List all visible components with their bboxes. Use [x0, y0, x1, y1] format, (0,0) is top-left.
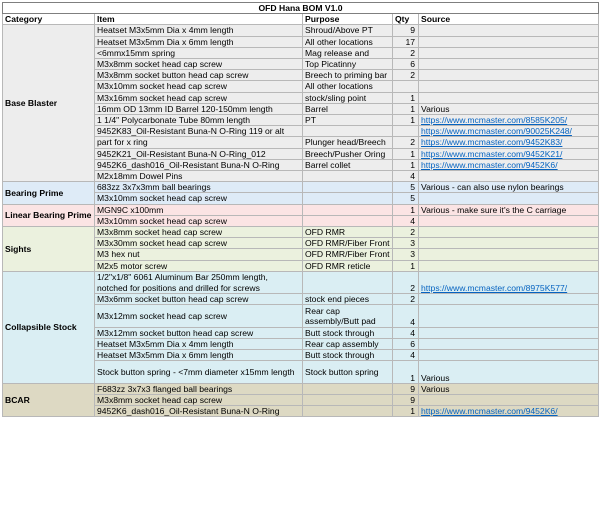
- qty-cell[interactable]: 1: [393, 204, 419, 215]
- source-cell[interactable]: Various - can also use nylon bearings: [419, 182, 599, 193]
- item-cell[interactable]: M2x18mm Dowel Pins: [95, 171, 303, 182]
- purpose-cell[interactable]: [303, 271, 393, 293]
- purpose-cell[interactable]: All other locations: [303, 36, 393, 47]
- purpose-cell[interactable]: OFD RMR/Fiber Front: [303, 238, 393, 249]
- source-cell[interactable]: [419, 36, 599, 47]
- purpose-cell[interactable]: All other locations: [303, 81, 393, 92]
- item-cell[interactable]: <6mmx15mm spring: [95, 47, 303, 58]
- table-row: [3, 227, 599, 238]
- category-cell[interactable]: Linear Bearing Prime: [3, 204, 95, 226]
- category-cell[interactable]: Bearing Prime: [3, 182, 95, 204]
- item-cell[interactable]: M3x30mm socket head cap screw: [95, 238, 303, 249]
- source-cell[interactable]: [419, 81, 599, 92]
- purpose-cell[interactable]: Rear cap assembly/Butt pad: [303, 305, 393, 327]
- source-cell[interactable]: [419, 92, 599, 103]
- qty-cell[interactable]: 9: [393, 383, 419, 394]
- qty-cell[interactable]: 1: [393, 115, 419, 126]
- purpose-cell[interactable]: Shroud/Above PT: [303, 25, 393, 36]
- item-cell[interactable]: M3x10mm socket head cap screw: [95, 193, 303, 204]
- item-cell[interactable]: F683zz 3x7x3 flanged ball bearings: [95, 383, 303, 394]
- qty-cell[interactable]: 1: [393, 103, 419, 114]
- item-cell[interactable]: 683zz 3x7x3mm ball bearings: [95, 182, 303, 193]
- source-cell[interactable]: [419, 227, 599, 238]
- source-cell[interactable]: [419, 260, 599, 271]
- item-cell[interactable]: M3x16mm socket head cap screw: [95, 92, 303, 103]
- item-cell[interactable]: M3x12mm socket button head cap screw: [95, 327, 303, 338]
- source-link[interactable]: https://www.mcmaster.com/8585K205/: [419, 115, 599, 126]
- source-cell[interactable]: [419, 327, 599, 338]
- source-cell[interactable]: [419, 25, 599, 36]
- qty-cell[interactable]: 1: [393, 159, 419, 170]
- purpose-cell[interactable]: [303, 383, 393, 394]
- item-cell[interactable]: 16mm OD 13mm ID Barrel 120-150mm length: [95, 103, 303, 114]
- category-cell[interactable]: Collapsible Stock: [3, 271, 95, 383]
- sheet-title[interactable]: OFD Hana BOM V1.0: [3, 3, 599, 14]
- source-link[interactable]: https://www.mcmaster.com/9452K6/: [419, 406, 599, 417]
- table-row: [3, 204, 599, 215]
- item-cell[interactable]: M3 hex nut: [95, 249, 303, 260]
- qty-cell[interactable]: 6: [393, 339, 419, 350]
- purpose-cell[interactable]: Rear cap assembly: [303, 339, 393, 350]
- header-item[interactable]: Item: [95, 14, 303, 25]
- qty-cell[interactable]: 3: [393, 238, 419, 249]
- source-cell[interactable]: [419, 171, 599, 182]
- purpose-cell[interactable]: OFD RMR: [303, 227, 393, 238]
- purpose-cell[interactable]: [303, 182, 393, 193]
- table-row: [3, 25, 599, 36]
- qty-cell[interactable]: 4: [393, 305, 419, 327]
- item-cell[interactable]: M3x6mm socket button head cap screw: [95, 294, 303, 305]
- source-cell[interactable]: Various: [419, 103, 599, 114]
- source-cell[interactable]: [419, 350, 599, 361]
- qty-cell[interactable]: [393, 81, 419, 92]
- qty-cell[interactable]: 6: [393, 59, 419, 70]
- source-cell[interactable]: [419, 305, 599, 327]
- source-cell[interactable]: [419, 339, 599, 350]
- source-cell[interactable]: [419, 70, 599, 81]
- purpose-cell[interactable]: [303, 193, 393, 204]
- source-cell[interactable]: [419, 215, 599, 226]
- source-link[interactable]: https://www.mcmaster.com/9452K83/: [419, 137, 599, 148]
- source-cell[interactable]: Various - make sure it's the C carriage: [419, 204, 599, 215]
- purpose-cell[interactable]: stock/sling point: [303, 92, 393, 103]
- qty-cell[interactable]: 1: [393, 361, 419, 383]
- purpose-cell[interactable]: Plunger head/Breech: [303, 137, 393, 148]
- purpose-cell[interactable]: Breech/Pusher Oring: [303, 148, 393, 159]
- item-cell[interactable]: M3x10mm socket head cap screw: [95, 81, 303, 92]
- item-cell[interactable]: Heatset M3x5mm Dia x 6mm length: [95, 350, 303, 361]
- source-cell[interactable]: [419, 249, 599, 260]
- item-cell[interactable]: M3x8mm socket head cap screw: [95, 227, 303, 238]
- header-category[interactable]: Category: [3, 14, 95, 25]
- qty-cell[interactable]: 2: [393, 294, 419, 305]
- qty-cell[interactable]: 9: [393, 395, 419, 406]
- purpose-cell[interactable]: [303, 215, 393, 226]
- source-link[interactable]: https://www.mcmaster.com/90025K248/: [419, 126, 599, 137]
- qty-cell[interactable]: 2: [393, 47, 419, 58]
- header-row: [3, 14, 599, 25]
- source-cell[interactable]: Various: [419, 383, 599, 394]
- qty-cell[interactable]: 17: [393, 36, 419, 47]
- source-link[interactable]: https://www.mcmaster.com/9452K6/: [419, 159, 599, 170]
- item-cell[interactable]: 9452K21_Oil-Resistant Buna-N O-Ring_012: [95, 148, 303, 159]
- header-source[interactable]: Source: [419, 14, 599, 25]
- purpose-cell[interactable]: stock end pieces: [303, 294, 393, 305]
- source-link[interactable]: https://www.mcmaster.com/9452K21/: [419, 148, 599, 159]
- purpose-cell[interactable]: Breech to priming bar: [303, 70, 393, 81]
- item-cell[interactable]: Heatset M3x5mm Dia x 4mm length: [95, 339, 303, 350]
- category-cell[interactable]: BCAR: [3, 383, 95, 417]
- purpose-cell[interactable]: Barrel collet: [303, 159, 393, 170]
- item-cell[interactable]: M3x8mm socket head cap screw: [95, 59, 303, 70]
- item-cell[interactable]: M3x8mm socket button head cap screw: [95, 70, 303, 81]
- qty-cell[interactable]: 1: [393, 148, 419, 159]
- qty-cell[interactable]: 4: [393, 350, 419, 361]
- purpose-cell[interactable]: OFD RMR/Fiber Front: [303, 249, 393, 260]
- qty-cell[interactable]: 2: [393, 271, 419, 293]
- qty-cell[interactable]: [393, 126, 419, 137]
- item-cell[interactable]: M2x5 motor screw: [95, 260, 303, 271]
- table-row: [3, 383, 599, 394]
- purpose-cell[interactable]: Barrel: [303, 103, 393, 114]
- item-cell[interactable]: 9452K6_dash016_Oil-Resistant Buna-N O-Ring: [95, 159, 303, 170]
- qty-cell[interactable]: 2: [393, 70, 419, 81]
- item-cell[interactable]: M3x10mm socket head cap screw: [95, 215, 303, 226]
- qty-cell[interactable]: 9: [393, 25, 419, 36]
- bom-table: [2, 2, 599, 417]
- source-cell[interactable]: [419, 59, 599, 70]
- table-row: [3, 271, 599, 293]
- qty-cell[interactable]: 5: [393, 193, 419, 204]
- header-purpose[interactable]: Purpose: [303, 14, 393, 25]
- source-link[interactable]: https://www.mcmaster.com/8975K577/: [419, 271, 599, 293]
- qty-cell[interactable]: 1: [393, 92, 419, 103]
- item-cell[interactable]: MGN9C x100mm: [95, 204, 303, 215]
- qty-cell[interactable]: 2: [393, 137, 419, 148]
- purpose-cell[interactable]: Mag release and: [303, 47, 393, 58]
- category-cell[interactable]: Sights: [3, 227, 95, 272]
- purpose-cell[interactable]: [303, 126, 393, 137]
- item-cell[interactable]: M3x8mm socket head cap screw: [95, 395, 303, 406]
- purpose-cell[interactable]: Top Picatinny: [303, 59, 393, 70]
- purpose-cell[interactable]: Butt stock through: [303, 350, 393, 361]
- qty-cell[interactable]: 5: [393, 182, 419, 193]
- purpose-cell[interactable]: OFD RMR reticle: [303, 260, 393, 271]
- item-cell[interactable]: Heatset M3x5mm Dia x 6mm length: [95, 36, 303, 47]
- source-cell[interactable]: [419, 294, 599, 305]
- qty-cell[interactable]: 4: [393, 171, 419, 182]
- qty-cell[interactable]: 1: [393, 406, 419, 417]
- item-cell[interactable]: 1/2"x1/8" 6061 Aluminum Bar 250mm length, notched for positions and drilled for screws: [95, 271, 303, 293]
- item-cell[interactable]: 1 1/4" Polycarbonate Tube 80mm length: [95, 115, 303, 126]
- table-row: [3, 182, 599, 193]
- purpose-cell[interactable]: [303, 204, 393, 215]
- source-cell[interactable]: [419, 193, 599, 204]
- purpose-cell[interactable]: [303, 171, 393, 182]
- category-cell[interactable]: Base Blaster: [3, 25, 95, 182]
- purpose-cell[interactable]: PT: [303, 115, 393, 126]
- source-cell[interactable]: [419, 47, 599, 58]
- purpose-cell[interactable]: [303, 395, 393, 406]
- item-cell[interactable]: Stock button spring - <7mm diameter x15mm length: [95, 361, 303, 383]
- qty-cell[interactable]: 4: [393, 327, 419, 338]
- header-qty[interactable]: Qty: [393, 14, 419, 25]
- qty-cell[interactable]: 4: [393, 215, 419, 226]
- source-cell[interactable]: [419, 238, 599, 249]
- source-cell[interactable]: [419, 395, 599, 406]
- qty-cell[interactable]: 3: [393, 249, 419, 260]
- qty-cell[interactable]: 2: [393, 227, 419, 238]
- purpose-cell[interactable]: [303, 406, 393, 417]
- source-cell[interactable]: Various: [419, 361, 599, 383]
- purpose-cell[interactable]: Stock button spring: [303, 361, 393, 383]
- purpose-cell[interactable]: Butt stock through: [303, 327, 393, 338]
- item-cell[interactable]: M3x12mm socket head cap screw: [95, 305, 303, 327]
- qty-cell[interactable]: 1: [393, 260, 419, 271]
- item-cell[interactable]: Heatset M3x5mm Dia x 4mm length: [95, 25, 303, 36]
- item-cell[interactable]: 9452K83_Oil-Resistant Buna-N O-Ring 119 or alt: [95, 126, 303, 137]
- item-cell[interactable]: 9452K6_dash016_Oil-Resistant Buna-N O-Ring: [95, 406, 303, 417]
- item-cell[interactable]: part for x ring: [95, 137, 303, 148]
